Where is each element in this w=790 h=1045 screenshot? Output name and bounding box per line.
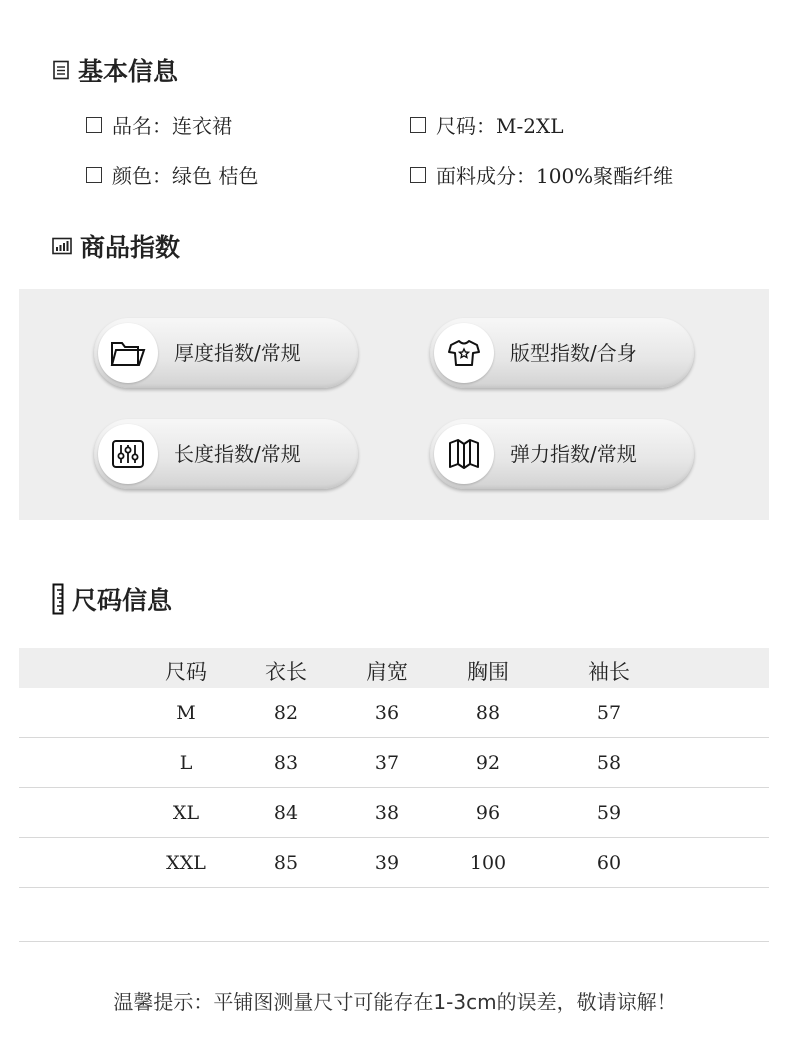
header-cell: 尺码	[165, 660, 207, 684]
table-cell: M	[176, 702, 196, 724]
header-cell: 袖长	[588, 660, 630, 684]
checkbox-icon	[410, 117, 426, 133]
table-cell: 36	[374, 702, 400, 724]
ruler-icon	[52, 583, 64, 615]
table-cell: 92	[475, 752, 501, 774]
table-row	[19, 688, 769, 738]
index-fit	[430, 318, 694, 388]
checkbox-icon	[86, 117, 102, 133]
index-elasticity	[430, 419, 694, 489]
info-item-label: 颜色：绿色 桔色	[112, 164, 259, 188]
header-cell: 肩宽	[366, 660, 408, 684]
product-index-title	[52, 228, 180, 264]
table-cell: 59	[596, 802, 622, 824]
table-cell: 85	[273, 852, 299, 874]
size-info-title-text: 尺码信息	[72, 586, 173, 615]
info-item-color	[86, 160, 258, 189]
table-cell: 39	[374, 852, 400, 874]
table-cell: 88	[475, 702, 501, 724]
checkbox-icon	[410, 167, 426, 183]
table-cell: 60	[596, 852, 622, 874]
chart-bars-icon	[52, 237, 72, 255]
index-length	[94, 419, 358, 489]
basic-info-title-text: 基本信息	[78, 57, 179, 86]
info-item-label: 尺码：M-2XL	[436, 114, 564, 138]
table-row	[19, 838, 769, 888]
info-item-size	[410, 110, 563, 139]
index-label: 版型指数/合身	[510, 341, 637, 365]
product-index-title-text: 商品指数	[80, 233, 181, 262]
info-item-label: 品名：连衣裙	[112, 114, 232, 138]
table-cell: 57	[596, 702, 622, 724]
table-cell: 37	[374, 752, 400, 774]
table-empty-row	[19, 888, 769, 942]
table-cell: 100	[469, 852, 507, 874]
size-table-header	[19, 648, 769, 688]
info-item-fabric	[410, 160, 673, 189]
index-label: 弹力指数/常规	[510, 442, 637, 466]
table-cell: 82	[273, 702, 299, 724]
table-cell: XXL	[166, 852, 206, 874]
table-cell: 83	[273, 752, 299, 774]
table-cell: 38	[374, 802, 400, 824]
index-thickness	[94, 318, 358, 388]
sliders-icon	[98, 424, 158, 484]
folded-map-icon	[434, 424, 494, 484]
checkbox-icon	[86, 167, 102, 183]
index-label: 厚度指数/常规	[174, 341, 301, 365]
size-table	[19, 648, 769, 942]
header-cell: 衣长	[265, 660, 307, 684]
table-cell: 84	[273, 802, 299, 824]
info-item-name	[86, 110, 232, 139]
table-cell: L	[179, 752, 193, 774]
table-cell: XL	[172, 802, 200, 824]
basic-info-title	[52, 52, 178, 88]
index-label: 长度指数/常规	[174, 442, 301, 466]
table-cell: 96	[475, 802, 501, 824]
measurement-tip: 温馨提示：平铺图测量尺寸可能存在1-3cm的误差，敬请谅解！	[113, 990, 677, 1014]
table-row	[19, 738, 769, 788]
table-row	[19, 788, 769, 838]
size-info-title	[52, 581, 172, 617]
tshirt-icon	[434, 323, 494, 383]
table-cell: 58	[596, 752, 622, 774]
header-cell: 胸围	[467, 660, 509, 684]
info-item-label: 面料成分：100%聚酯纤维	[436, 164, 674, 188]
document-icon	[52, 60, 70, 80]
folder-icon	[98, 323, 158, 383]
